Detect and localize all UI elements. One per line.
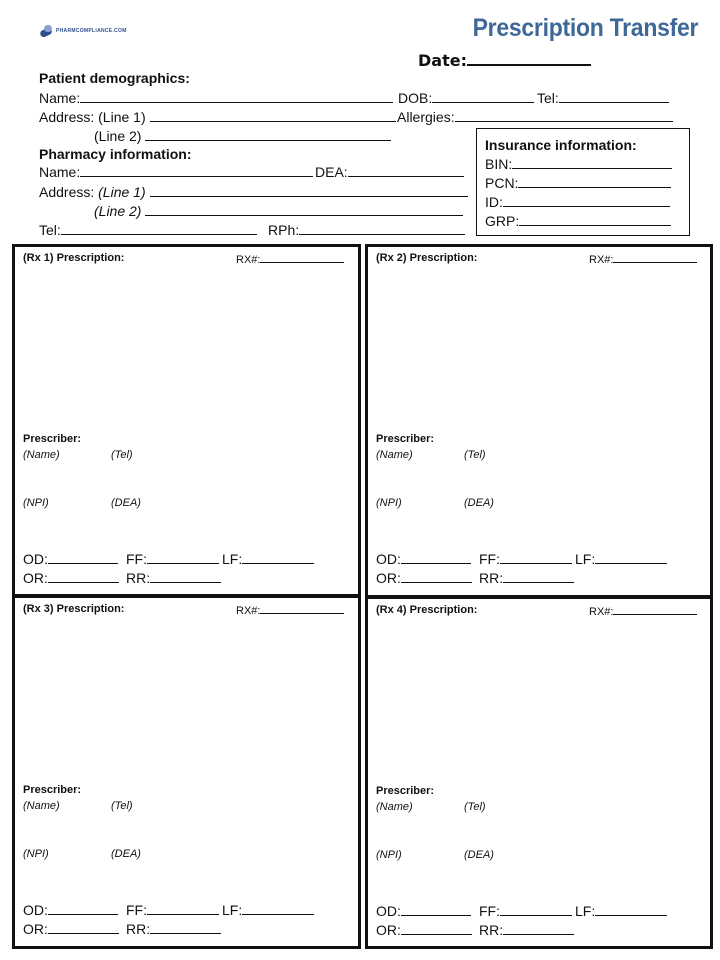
lf-line[interactable]	[595, 903, 667, 916]
od-line[interactable]	[48, 551, 118, 564]
ff-field[interactable]	[126, 551, 219, 567]
od-label: OD:	[376, 903, 401, 919]
pharmacy-address2-field[interactable]	[94, 203, 463, 219]
rr-label: RR:	[479, 922, 504, 938]
rr-line[interactable]	[150, 921, 221, 934]
rx-number-field[interactable]	[236, 603, 344, 617]
rx-number-label: RX#:	[236, 254, 261, 266]
rx-title: (Rx 3) Prescription:	[23, 603, 125, 615]
pharmacy-dea-field[interactable]	[315, 164, 464, 180]
patient-address1-label: Address: (Line 1)	[39, 109, 146, 125]
od-field[interactable]	[376, 903, 471, 919]
rx-number-line[interactable]	[260, 252, 344, 263]
insurance-bin-line[interactable]	[512, 156, 672, 169]
prescriber-name-label[interactable]: (Name)	[376, 449, 413, 461]
od-line[interactable]	[401, 903, 471, 916]
pharmacy-rph-field[interactable]	[268, 222, 465, 238]
insurance-grp-line[interactable]	[519, 213, 671, 226]
patient-name-line[interactable]	[80, 90, 393, 103]
pharmacy-address-label: Address:	[39, 184, 95, 200]
rr-line[interactable]	[150, 570, 221, 583]
or-line[interactable]	[401, 570, 472, 583]
od-line[interactable]	[48, 902, 118, 915]
ff-label: FF:	[126, 551, 147, 567]
patient-address2-label: (Line 2)	[94, 128, 142, 144]
patient-address2-field[interactable]	[94, 128, 391, 144]
lf-field[interactable]	[575, 903, 667, 919]
insurance-grp-label: GRP:	[485, 213, 520, 229]
or-label: OR:	[23, 570, 48, 586]
rr-field[interactable]	[479, 570, 574, 586]
od-field[interactable]	[376, 551, 471, 567]
rr-field[interactable]	[126, 921, 221, 937]
logo-text: PHARMCOMPLIANCE.COM	[56, 28, 127, 34]
prescriber-dea-label[interactable]: (DEA)	[464, 849, 494, 861]
or-field[interactable]	[23, 570, 119, 586]
insurance-pcn-line[interactable]	[518, 175, 671, 188]
lf-line[interactable]	[242, 551, 314, 564]
prescriber-heading: Prescriber:	[23, 784, 82, 796]
pharmacy-address1-field[interactable]	[39, 184, 468, 200]
lf-label: LF:	[222, 551, 243, 567]
patient-heading: Patient demographics:	[39, 70, 190, 86]
pharmacy-dea-label: DEA:	[315, 164, 348, 180]
or-label: OR:	[376, 570, 401, 586]
patient-allergies-label: Allergies:	[397, 109, 455, 125]
prescription-box-1	[12, 244, 361, 597]
insurance-heading: Insurance information:	[485, 137, 637, 153]
insurance-grp-field[interactable]	[485, 213, 671, 229]
patient-name-field[interactable]	[39, 90, 393, 106]
patient-name-label: Name:	[39, 90, 81, 106]
rr-field[interactable]	[479, 922, 574, 938]
ff-field[interactable]	[126, 902, 219, 918]
prescriber-npi-label[interactable]: (NPI)	[376, 849, 402, 861]
ff-field[interactable]	[479, 903, 572, 919]
rx-number-label: RX#:	[236, 605, 261, 617]
page-title: Prescription Transfer	[472, 14, 698, 42]
prescription-box-3	[12, 595, 361, 949]
prescriber-npi-label[interactable]: (NPI)	[23, 497, 49, 509]
rx-title: (Rx 4) Prescription:	[376, 604, 478, 616]
insurance-bin-field[interactable]	[485, 156, 672, 172]
lf-line[interactable]	[595, 551, 667, 564]
prescription-box-2	[365, 244, 713, 598]
rx-number-label: RX#:	[589, 606, 614, 618]
or-label: OR:	[23, 921, 48, 937]
prescriber-dea-label[interactable]: (DEA)	[464, 497, 494, 509]
prescriber-dea-label[interactable]: (DEA)	[111, 497, 141, 509]
pharmacy-tel-field[interactable]	[39, 222, 257, 238]
od-field[interactable]	[23, 551, 118, 567]
lf-label: LF:	[222, 902, 243, 918]
or-line[interactable]	[48, 570, 119, 583]
rx-number-field[interactable]	[236, 252, 344, 266]
prescriber-dea-label[interactable]: (DEA)	[111, 848, 141, 860]
od-field[interactable]	[23, 902, 118, 918]
insurance-pcn-field[interactable]	[485, 175, 671, 191]
patient-address2-line[interactable]	[145, 128, 391, 141]
pharmacy-tel-line[interactable]	[61, 222, 257, 235]
patient-tel-label: Tel:	[537, 90, 559, 106]
ff-label: FF:	[479, 551, 500, 567]
rx-number-field[interactable]	[589, 252, 697, 266]
insurance-id-field[interactable]	[485, 194, 670, 210]
or-line[interactable]	[401, 922, 472, 935]
or-field[interactable]	[23, 921, 119, 937]
insurance-id-label: ID:	[485, 194, 503, 210]
patient-allergies-line[interactable]	[455, 109, 673, 122]
pharmacy-address1-line[interactable]	[150, 184, 468, 197]
rr-field[interactable]	[126, 570, 221, 586]
patient-dob-field[interactable]	[398, 90, 534, 106]
insurance-id-line[interactable]	[503, 194, 670, 207]
lf-field[interactable]	[222, 551, 314, 567]
rx-number-label: RX#:	[589, 254, 614, 266]
lf-field[interactable]	[222, 902, 314, 918]
insurance-bin-label: BIN:	[485, 156, 513, 172]
rr-label: RR:	[126, 570, 151, 586]
or-line[interactable]	[48, 921, 119, 934]
ff-label: FF:	[479, 903, 500, 919]
rx-number-field[interactable]	[589, 604, 697, 618]
rr-line[interactable]	[503, 922, 574, 935]
ff-line[interactable]	[147, 551, 219, 564]
rr-line[interactable]	[503, 570, 574, 583]
prescriber-tel-label[interactable]: (Tel)	[111, 449, 133, 461]
date-label: Date:	[418, 51, 467, 70]
logo	[40, 22, 127, 40]
prescriber-name-label[interactable]: (Name)	[23, 449, 60, 461]
or-field[interactable]	[376, 570, 472, 586]
patient-dob-line[interactable]	[432, 90, 534, 103]
rx-number-line[interactable]	[260, 603, 344, 614]
lf-line[interactable]	[242, 902, 314, 915]
patient-address1-line[interactable]	[150, 109, 396, 122]
date-line[interactable]	[467, 52, 591, 66]
ff-field[interactable]	[479, 551, 572, 567]
rx-title: (Rx 2) Prescription:	[376, 252, 478, 264]
pill-logo-icon	[40, 24, 54, 38]
rx-title: (Rx 1) Prescription:	[23, 252, 125, 264]
patient-allergies-field[interactable]	[397, 109, 673, 125]
or-field[interactable]	[376, 922, 472, 938]
rr-label: RR:	[479, 570, 504, 586]
pharmacy-name-field[interactable]	[39, 164, 313, 180]
pharmacy-line1-label: (Line 1)	[98, 184, 146, 200]
lf-label: LF:	[575, 903, 596, 919]
pharmacy-rph-label: RPh:	[268, 222, 300, 238]
prescriber-name-label[interactable]: (Name)	[376, 801, 413, 813]
patient-tel-field[interactable]	[537, 90, 669, 106]
rx-number-line[interactable]	[613, 252, 697, 263]
pharmacy-dea-line[interactable]	[348, 164, 464, 177]
patient-dob-label: DOB:	[398, 90, 433, 106]
prescriber-heading: Prescriber:	[23, 433, 82, 445]
prescriber-heading: Prescriber:	[376, 785, 435, 797]
pharmacy-name-label: Name:	[39, 164, 81, 180]
rr-label: RR:	[126, 921, 151, 937]
prescription-box-4	[365, 596, 713, 949]
pharmacy-rph-line[interactable]	[299, 222, 465, 235]
date-field[interactable]	[418, 51, 591, 70]
od-line[interactable]	[401, 551, 471, 564]
od-label: OD:	[23, 902, 48, 918]
patient-address1-field[interactable]	[39, 109, 396, 125]
lf-field[interactable]	[575, 551, 667, 567]
pharmacy-heading: Pharmacy information:	[39, 146, 192, 162]
prescriber-tel-label[interactable]: (Tel)	[464, 449, 486, 461]
insurance-pcn-label: PCN:	[485, 175, 519, 191]
prescriber-npi-label[interactable]: (NPI)	[376, 497, 402, 509]
prescriber-tel-label[interactable]: (Tel)	[464, 801, 486, 813]
patient-tel-line[interactable]	[559, 90, 669, 103]
pharmacy-line2-label: (Line 2)	[94, 203, 142, 219]
or-label: OR:	[376, 922, 401, 938]
lf-label: LF:	[575, 551, 596, 567]
ff-line[interactable]	[500, 551, 572, 564]
insurance-box	[476, 128, 690, 236]
prescriber-npi-label[interactable]: (NPI)	[23, 848, 49, 860]
prescriber-tel-label[interactable]: (Tel)	[111, 800, 133, 812]
prescriber-name-label[interactable]: (Name)	[23, 800, 60, 812]
ff-line[interactable]	[500, 903, 572, 916]
pharmacy-address2-line[interactable]	[145, 203, 463, 216]
ff-line[interactable]	[147, 902, 219, 915]
od-label: OD:	[376, 551, 401, 567]
pharmacy-tel-label: Tel:	[39, 222, 61, 238]
pharmacy-name-line[interactable]	[80, 164, 313, 177]
ff-label: FF:	[126, 902, 147, 918]
od-label: OD:	[23, 551, 48, 567]
prescriber-heading: Prescriber:	[376, 433, 435, 445]
rx-number-line[interactable]	[613, 604, 697, 615]
